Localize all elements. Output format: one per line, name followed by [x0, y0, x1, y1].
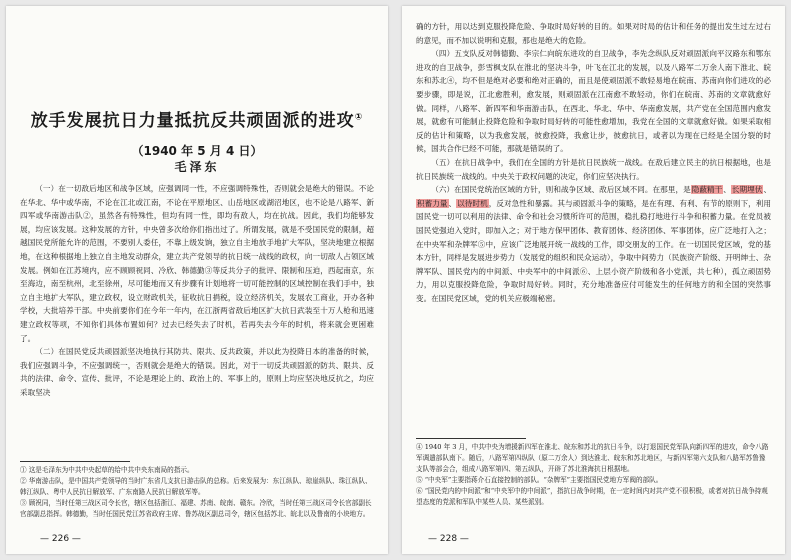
- footnote: ⑥ “国民党内的中间派”和“中央军中的中间派”，指抗日战争时期，在一定时间内对共产党不很积极，或者对抗日战争持观望态度的党派和军队中某些人员、某些派别。: [416, 487, 768, 506]
- page-number: — 228 —: [428, 534, 469, 544]
- highlight-phrase: 积蓄力量: [417, 198, 448, 208]
- highlight-phrase: 长期埋伏: [731, 185, 763, 195]
- document-title: 放手发展抗日力量抵抗反共顽固派的进攻①: [30, 111, 364, 131]
- left-page: [6, 6, 388, 554]
- footnote: ③ 顾祝同，当时任第三战区司令长官，辖区包括浙江、福建、苏南、皖南、赣东。冷欣，当时任第三战区司令长官部副长官部副总指挥。韩德勤，当时任国民党江苏省政府主席、鲁苏战区副总司令，辖区包括苏北、皖北以及鲁南的小块地方。: [20, 499, 372, 518]
- footnote-divider: [20, 461, 130, 462]
- left-body-text: [20, 182, 374, 400]
- highlight-phrase: 以待时机: [457, 198, 488, 208]
- paragraph: （四）五支队反对韩德勤、李宗仁向皖东进攻的自卫战争，李先念纵队反对顽固派向平汉路东和鄂东进攻的自卫战争，彭雪枫支队在淮北的坚决斗争，叶飞在江北的发展，以及八路军二万余人南下淮北、皖东和苏北④，均不但是绝对必要和绝对正确的，而且是使顽固派不敢轻易地在皖南、苏南向你们进攻的必要步骤，即是说，江北愈胜利，愈发展，则顽固派在江南愈不敢轻动，你们在皖南、苏南的文章就愈好做。同样，八路军、新四军和华南游击队，在西北、华北、华中、华南愈发展，共产党在全国范围内愈发展，就愈有可能制止投降危险和争取时局好转的可能性愈增加，我党在全国的文章就愈好做。如果采取相反的估计和策略，以为我愈发展，彼愈投降，我愈让步，彼愈抗日，或者以为现在已经是全国分裂的时候，国共合作已经不可能，那就是错误的了。: [416, 49, 771, 154]
- right-body-text: [416, 20, 771, 305]
- highlight-phrase: 隐蔽精干: [691, 185, 723, 195]
- left-footnotes: [20, 465, 374, 520]
- page-number: — 226 —: [40, 534, 81, 544]
- footnote-divider: [416, 438, 526, 439]
- paragraph: （二）在国民党反共顽固派坚决地执行其防共、限共、反共政策，并以此为投降日本的准备的时候，我们应强调斗争，不应强调统一，否则就会是绝大的错误。因此，对于一切反共顽固派的防共、限共、反共的法律、命令、宣传、批评，不论是理论上的、政治上的、军事上的，原则上均应坚决地反抗之，均应采取坚决: [20, 347, 374, 397]
- footnote: ⑤ “中央军”主要指蒋介石直接控制的部队。“杂牌军”主要指国民党地方军阀的部队。: [416, 476, 663, 484]
- footnote: ① 这是毛泽东为中共中央起草的给中共中央东南局的指示。: [20, 466, 194, 474]
- document-date: （1940 年 5 月 4 日）: [131, 144, 263, 158]
- right-footnotes: [416, 442, 770, 508]
- paragraph: 确的方针，用以达到克服投降危险、争取时局好转的目的。如果对时局的估计和任务的提出发生过左过右的意见，而不加以说明和克服，那也是绝大的危险。: [416, 22, 771, 45]
- document-author: 毛泽东: [174, 160, 220, 174]
- paragraph: （五）在抗日战争中，我们在全国的方针是抗日民族统一战线。在敌后建立民主的抗日根据地，也是抗日民族统一战线的。中央关于政权问题的决定，你们应坚决执行。: [416, 157, 771, 181]
- right-page: [402, 6, 785, 554]
- footnote: ④ 1940 年 3 月，中共中央为增援新四军在淮北、皖东和苏北的抗日斗争，以打退国民党军队向新四军的进攻，命令八路军调遣部队南下。随后，八路军第四纵队（原二万余人）到达淮北、皖东和苏北地区，与新四军第六支队和八路军苏鲁豫支队等部会合，组成八路军第四、第五纵队，开辟了苏北淮海抗日根据地。: [416, 443, 769, 473]
- footnote: ② 华南游击队，是中国共产党领导的当时广东省几支抗日游击队的总称。后来发展为：东江纵队、琼崖纵队、珠江纵队、韩江纵队、粤中人民抗日解放军、广东南路人民抗日解放军等。: [20, 477, 372, 496]
- paragraph: （六）在国民党统治区域的方针，则和战争区域、敌后区域不同。在那里，是隐蔽精干、长期埋伏、积蓄力量、以待时机，反对急性和暴露。其与顽固派斗争的策略，是在有理、有利、有节的原则下，利用国民党一切可以利用的法律、命令和社会习惯所许可的范围，稳扎稳打地进行斗争和积蓄力量。在党员被国民党强迫入党时，即加入之；对于地方保甲团体、教育团体、经济团体、军事团体，应广泛地打入之；在中央军和杂牌军⑤中，应该广泛地展开统一战线的工作，即交朋友的工作。在一切国民党区域，党的基本方针，同样是发展进步势力（发展党的组织和民众运动），争取中间势力（民族资产阶级、开明绅士、杂牌军队、国民党内的中间派、中央军中的中间派⑥、上层小资产阶级和各小党派，共七种），孤立顽固势力，用以克服投降危险，争取时局好转。同时，充分地准备应付可能发生的任何地方的和全国的突然事变。在国民党区域，党的机关应极端秘密。: [416, 185, 772, 303]
- paragraph: （一）在一切敌后地区和战争区域，应强调同一性，不应强调特殊性，否则就会是绝大的错误。不论在华北、华中或华南，不论在江北或江南，不论在平原地区、山岳地区或湖沼地区，也不论是八路军、新四军或华南游击队②，虽然各有特殊性，但均有同一性，即均有敌人，均在抗战。因此，我们均能够发展，均应该发展。这种发展的方针，中央曾多次给你们指出过了。所谓发展，就是不受国民党的限制，超越国民党所能允许的范围，不要别人委任，不靠上级发饷，独立自主地放手地扩大军队，坚决地建立根据地，在这种根据地上独立自主地发动群众，建立共产党领导的抗日统一战线的政权，向一切敌人占领区域发展。例如在江苏境内，应不顾顾祝同、冷欣、韩德勤③等反共分子的批评、限制和压迫，西起南京，东至海边，南至杭州，北至徐州，尽可能地而又有步骤有计划地将一切可能控制的区域控制在我们手中，独立自主地扩大军队，建立政权，设立财政机关，征收抗日捐税，设立经济机关，发展农工商业，开办各种学校，大批培养干部。中央前要你们在今年一年内，在江浙两省敌后地区扩大抗日武装至十万人枪和迅速建立政权等项，不知你们具体布置如何？过去已经失去了时机，若再失去今年的时机，将来就会更困难了。: [20, 184, 374, 343]
